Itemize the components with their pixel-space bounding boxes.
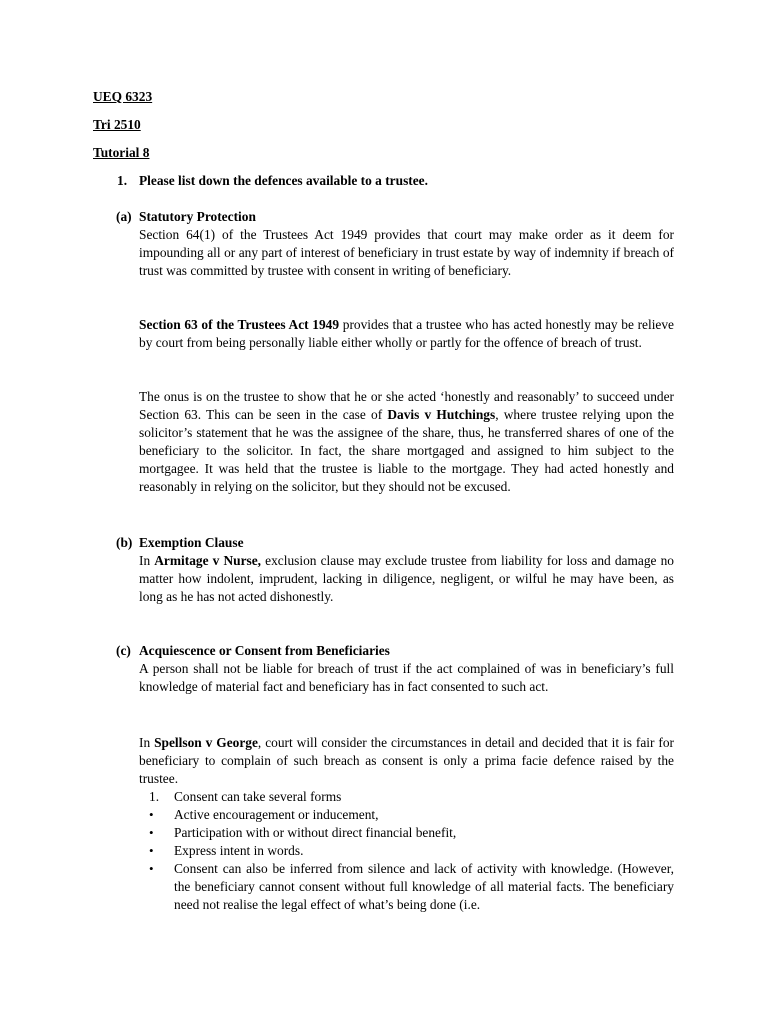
list-item-text: Participation with or without direct financial benefit, [174, 825, 457, 840]
section-c-title: Acquiescence or Consent from Beneficiaries [139, 643, 390, 658]
bullet-icon: • [149, 861, 154, 876]
question-number: 1. [117, 173, 128, 188]
list-item-text: Active encouragement or inducement, [174, 807, 379, 822]
section-b-paragraph-1 [139, 552, 674, 606]
bullet-icon: • [149, 825, 154, 840]
section-a-paragraph-3 [139, 388, 674, 496]
section-a-paragraph-3-end: , where trustee relying upon the solicitor’s statement that he was the assignee of the share, thus, he transferred shares of one of the beneficiary to the solicitor. In fact, the share mortgaged and assigned to him subject to the mortgagee. It was held that the trustee is liable to the mortgage. They had acted honestly and reasonably in relying on the solicitor, but they should not be excused. [139, 407, 674, 494]
tutorial-heading: Tutorial 8 [93, 145, 150, 160]
case-name-armitage: Armitage v Nurse, [154, 553, 262, 568]
list-item [139, 842, 674, 860]
list-item [139, 806, 674, 824]
bullet-icon: • [149, 843, 154, 858]
case-name-davis: Davis v Hutchings [387, 407, 496, 422]
section-a-paragraph-3-start: The onus is on the trustee to show that he or she acted ‘honestly and reasonably’ to succeed under Section 63. This can be seen in the case of [139, 389, 674, 422]
statute-reference: Section 63 of the Trustees Act 1949 [139, 317, 340, 332]
section-b-paragraph-1-start: In [139, 553, 155, 568]
list-item-text: Consent can also be inferred from silence and lack of activity with knowledge. (However, the beneficiary cannot consent without full knowledge of all material facts. The beneficiary need not realise the legal effect of what’s being done (i.e. [174, 861, 674, 912]
course-code-heading: UEQ 6323 [93, 89, 153, 104]
section-a-title: Statutory Protection [139, 209, 256, 224]
question-text: Please list down the defences available to a trustee. [139, 173, 428, 188]
consent-forms-list [139, 788, 674, 914]
list-item [139, 860, 674, 914]
list-item [139, 788, 674, 806]
bullet-icon: • [149, 807, 154, 822]
section-c-label: (c) [116, 643, 131, 658]
list-item-text: Express intent in words. [174, 843, 304, 858]
question-1 [117, 172, 428, 190]
section-b-title: Exemption Clause [139, 535, 244, 550]
list-number: 1. [149, 789, 160, 804]
trimester-heading: Tri 2510 [93, 117, 141, 132]
section-c-paragraph-2-end: , court will consider the circumstances in detail and decided that it is fair for beneficiary to complain of such breach as consent is only a prima facie defence raised by the trustee. [139, 735, 674, 786]
section-c-paragraph-1: A person shall not be liable for breach of trust if the act complained of was in beneficiary’s full knowledge of material fact and beneficiary has in fact consented to such act. [139, 661, 674, 694]
section-c-paragraph-2-start: In [139, 735, 155, 750]
section-b-paragraph-1-end: exclusion clause may exclude trustee from liability for loss and damage no matter how indolent, imprudent, lacking in diligence, negligent, or wilful he may have been, as long as he has not acted dishonestly. [139, 553, 674, 604]
section-a-paragraph-1: Section 64(1) of the Trustees Act 1949 provides that court may make order as it deem for impounding all or any part of interest of beneficiary in trust estate by way of indemnity if breach of trust was committed by trustee with consent in writing of beneficiary. [139, 227, 674, 278]
case-name-spellson: Spellson v George [154, 735, 258, 750]
list-item [139, 824, 674, 842]
section-a-paragraph-2-text: provides that a trustee who has acted honestly may be relieve by court from being personally liable either wholly or partly for the offence of breach of trust. [139, 317, 674, 350]
section-a-paragraph-2 [139, 316, 674, 352]
section-a-label: (a) [116, 209, 132, 224]
section-b-label: (b) [116, 535, 133, 550]
list-item-text: Consent can take several forms [174, 789, 342, 804]
section-c-paragraph-2 [139, 734, 674, 788]
